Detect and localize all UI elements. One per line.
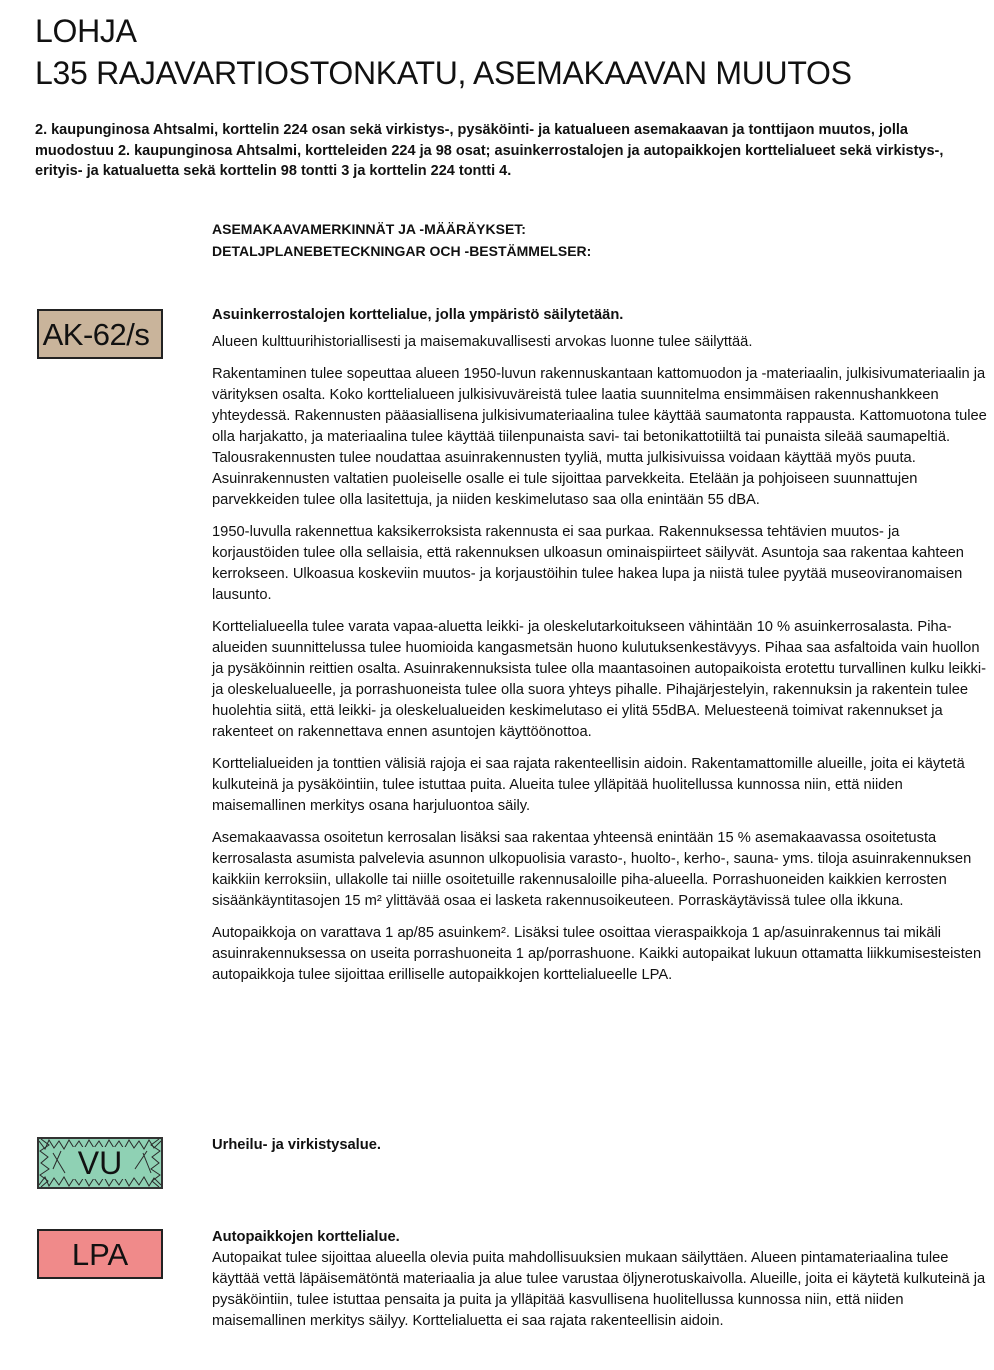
vu-zone-code: VU [70,1147,130,1179]
title-municipality: LOHJA [35,13,137,49]
ak-paragraph: Asemakaavassa osoitetun kerrosalan lisäksi saa rakentaa yhteensä enintään 15 % asemakaavassa osoitetusta kerrosalasta asumista palvelevia asunnon ulkopuolisia varasto-, huolto-, kerho-, sauna- yms. tiloja asuinrakennuksen kaikkiin kerroksiin, ullakolle tai niille osoitetuille rakennusaloille piha-alueella. Porrashuoneiden kaikkien kerrosten sisäänkäyntitasojen 15 m² ylittävää osaa ei lasketa rakennusoikeuteen. Porraskäytävissä tulee olla ikkuna. [212,830,972,909]
ak-paragraph: Autopaikkoja on varattava 1 ap/85 asuinkem². Lisäksi tulee osoittaa vieraspaikkoja 1 ap/asuinrakennus tai mikäli asuinrakennuksessa on useita porrashuoneita 1 ap/porrashuone. Kaikki autopaikat lukuun ottamatta liikkumisesteisten autopaikkoja tulee sijoittaa erilliselle autopaikkojen korttelialueelle LPA. [212,925,982,983]
document-title [35,10,985,94]
ak-paragraph: Rakentaminen tulee sopeuttaa alueen 1950-luvun rakennuskantaan kattomuodon ja -materiaalin, julkisivumateriaalin ja värityksen osalta. Koko korttelialueen julkisivuväreistä tulee laatia suunnitelma ensimmäisen rakennushankkeen yhteydessä. Rakennusten pääasiallisena julkisivumateriaalina tulee käyttää saumatonta rappausta. Kattomuotona tulee olla harjakatto, ja materiaalina tulee käyttää tiilenpunaista savi- tai betonikattotiiltä tai punaista sileää saumapeltiä. Talousrakennusten tulee noudattaa asuinrakennusten tyyliä, mutta julkisivuissa voidaan käyttää myös puuta. Asuinrakennusten valtatien puoleiselle osalle ei tule sijoittaa parvekkeita. Etelään ja pohjoiseen suunnattujen parvekkeiden tulee olla lasitettuja, ja niiden keskimelutaso saa olla enintään 55 dBA. [212,366,987,508]
lpa-zone-text: Autopaikat tulee sijoittaa alueella olevia puita mahdollisuuksien mukaan säilyttäen. Alueen pintamateriaalina tulee käyttää vettä läpäisemätöntä materiaalia ja alue tulee varustaa öljynerotuskaivolla. Alueille, joita ei käytetä kulkuteinä ja pysäköintiin, tulee istuttaa pensaita ja puita ja ylläpitää kasvullisena huolitellussa kunnossa niin, että niiden maisemallinen merkitys säilyy. Korttelialuetta ei saa rajata rakenteellisin aidoin. [212,1250,986,1329]
lpa-zone-heading: Autopaikkojen korttelialue. [212,1229,400,1245]
ak-paragraph: 1950-luvulla rakennettua kaksikerroksista rakennusta ei saa purkaa. Rakennuksessa tehtävien muutos- ja korjaustöiden tulee olla sellaisia, että rakennuksen ulkoasun ominaispiirteet säilyvät. Asuntoja saa rakentaa kahteen kerrokseen. Ulkoasua koskeviin muutos- ja korjaustöihin tulee hakea lupa ja niistä tulee pyytää museoviranomaisen lausunto. [212,524,964,603]
legend-heading-fi: ASEMAKAAVAMERKINNÄT JA -MÄÄRÄYKSET: [212,221,526,237]
ak-paragraph: Alueen kulttuurihistoriallisesti ja maisemakuvallisesti arvokas luonne tulee säilyttää. [212,334,753,350]
title-plan-name: L35 RAJAVARTIOSTONKATU, ASEMAKAAVAN MUUTOS [35,55,852,91]
vu-zone-heading: Urheilu- ja virkistysalue. [212,1137,381,1153]
plan-description: 2. kaupunginosa Ahtsalmi, korttelin 224 osan sekä virkistys-, pysäköinti- ja katualueen asemakaavan ja tonttijaon muutos, jolla muodostuu 2. kaupunginosa Ahtsalmi, kortteleiden 224 ja 98 osat; asuinkerrostalojen ja autopaikkojen korttelialueet sekä virkistys-, erityis- ja katualuetta sekä korttelin 98 tontti 3 ja korttelin 224 tontti 4. [35,122,944,179]
ak-paragraph: Korttelialueella tulee varata vapaa-aluetta leikki- ja oleskelutarkoitukseen vähintään 10 % asuinkerrosalasta. Piha-alueiden suunnittelussa tulee huomioida kangasmetsän huono kulutuksenkestävyys. Pihaa saa asfaltoida vain huollon ja pysäköinnin reittien osalta. Asuinrakennuksista tulee olla maantasoinen autopaikoista erotettu turvallinen kulku leikki- ja oleskelualueelle, ja porrashuoneista tulee olla suora yhteys pihalle. Pihajärjestelyin, rakennuksin ja rakentein tulee huolehtia siitä, että leikki- ja oleskelualueiden keskimelutaso ei ylitä 55dBA. Meluesteenä toimivat rakennukset ja rakenteet on rakennettava ennen asuntojen käyttöönottoa. [212,619,986,740]
lpa-zone-description [212,1227,990,1332]
ak-zone-heading: Asuinkerrostalojen korttelialue, jolla ympäristö säilytetään. [212,307,624,323]
ak-paragraph: Korttelialueiden ja tonttien välisiä rajoja ei saa rajata rakenteellisin aidoin. Rakentamattomille alueille, joita ei käytetä kulkuteinä ja pysäköintiin, tulee istuttaa puita. Alueita tulee ylläpitää huolitellussa kunnossa niin, että niiden maisemallinen merkitys osana harjuluontoa säily. [212,756,965,814]
vu-zone-description [212,1135,990,1156]
lpa-zone-symbol [37,1229,163,1279]
ak-zone-description [212,305,990,997]
legend-heading-sv: DETALJPLANEBETECKNINGAR OCH -BESTÄMMELSER: [212,242,592,259]
ak-zone-symbol [37,309,163,359]
lpa-zone-code: LPA [71,1236,129,1272]
legend-heading [212,219,912,262]
ak-zone-code: AK-62/s [42,316,150,352]
vu-zone-symbol [37,1137,163,1189]
